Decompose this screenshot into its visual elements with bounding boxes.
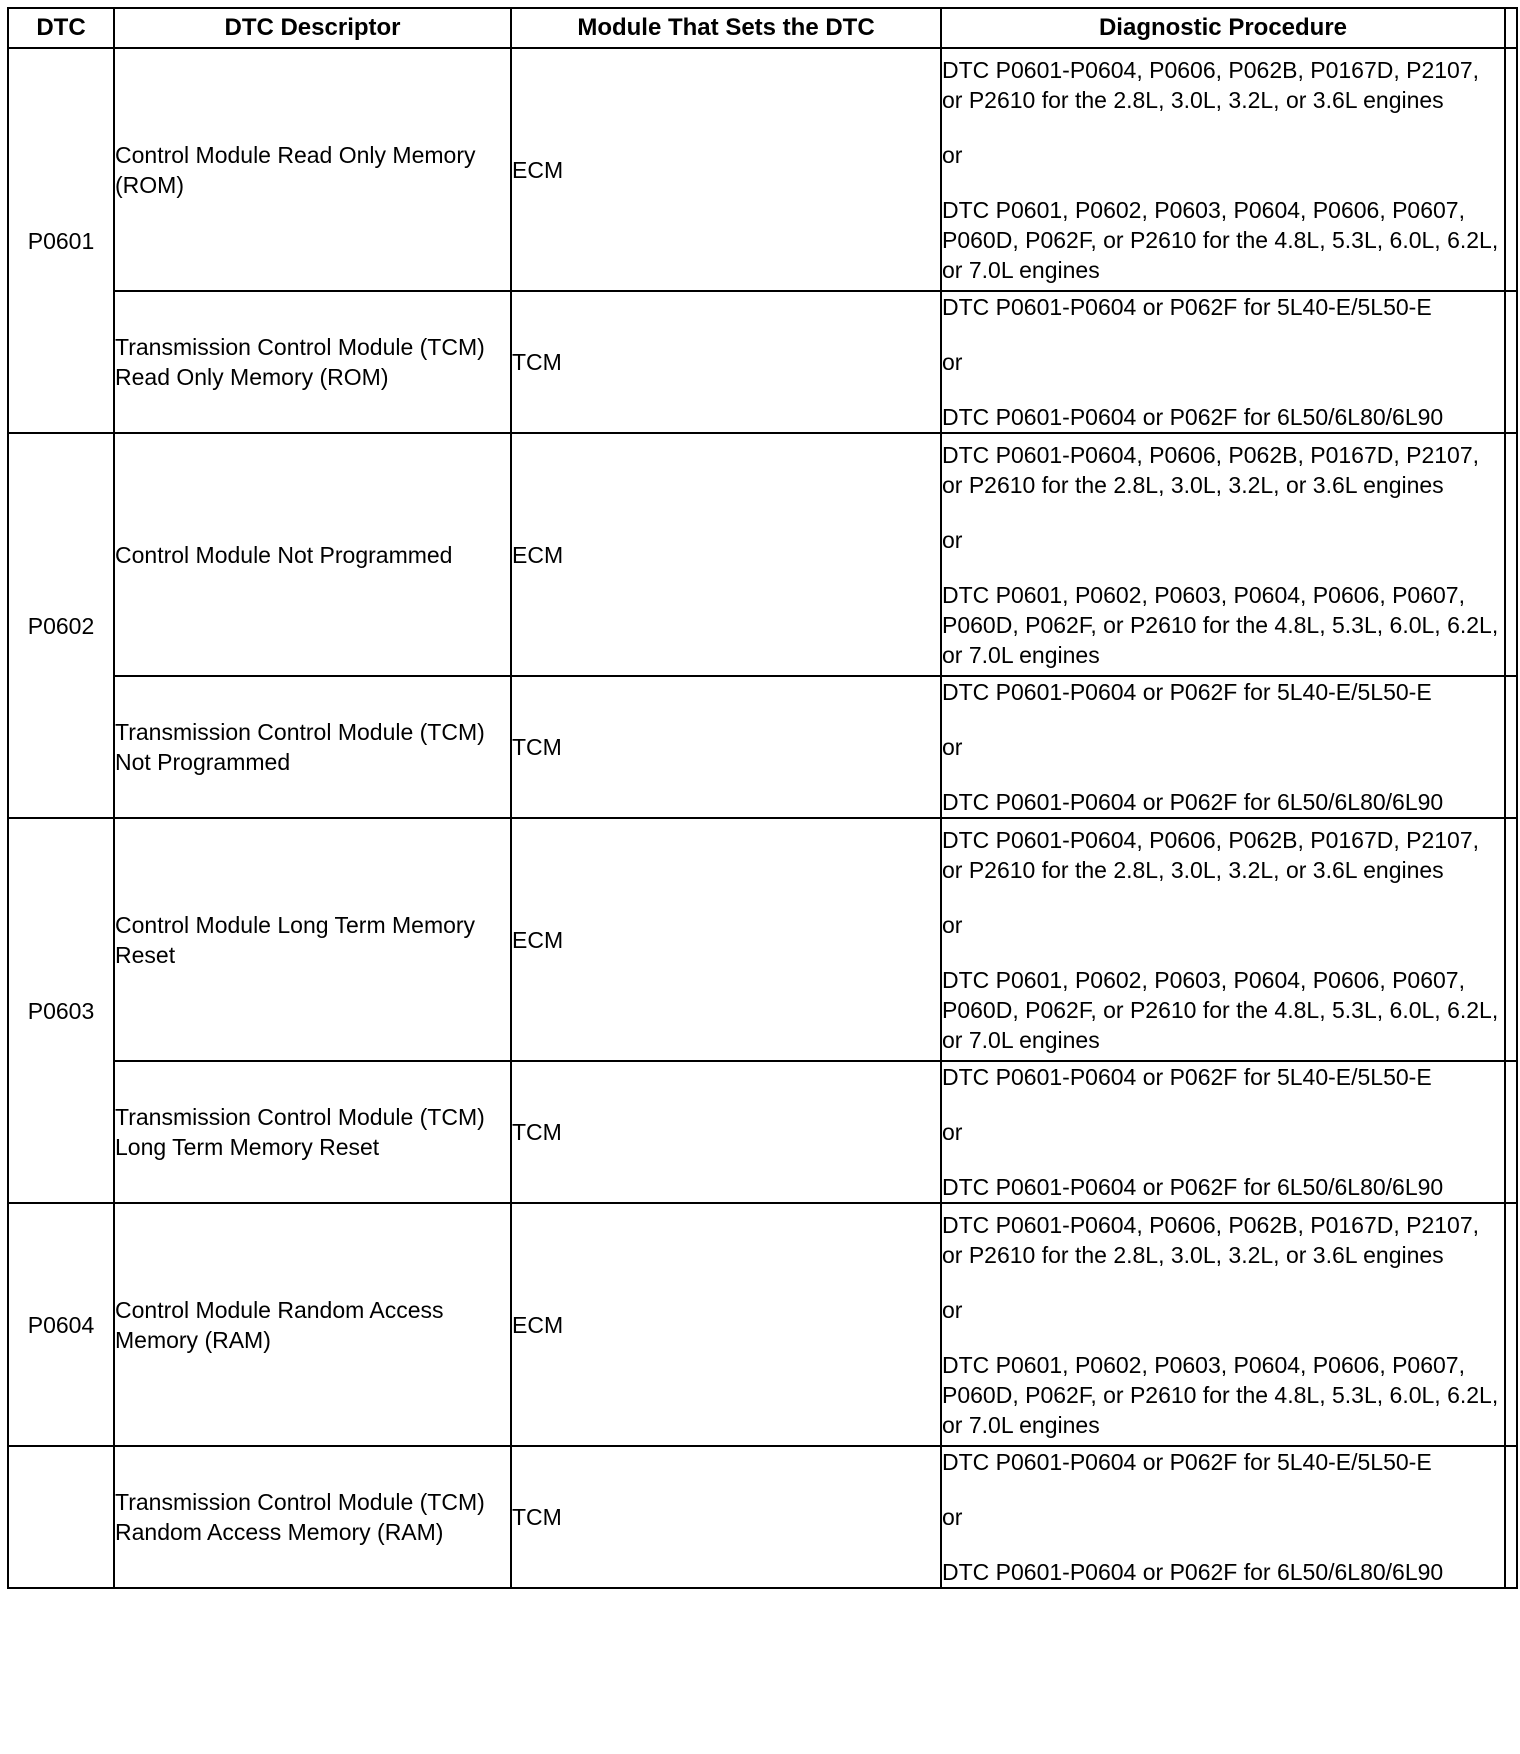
procedure-line: DTC P0601-P0604, P0606, P062B, P0167D, P2107, or P2610 for the 2.8L, 3.0L, 3.2L, or 3.6L engines xyxy=(942,56,1480,113)
procedure-line: DTC P0601-P0604 or P062F for 5L40-E/5L50-E xyxy=(942,1064,1432,1090)
spacer-cell xyxy=(1505,676,1517,818)
descriptor-cell: Control Module Long Term Memory Reset xyxy=(114,818,511,1061)
procedure-cell xyxy=(941,291,1505,433)
table-row xyxy=(8,1203,1517,1446)
procedure-line: DTC P0601-P0604, P0606, P062B, P0167D, P2107, or P2610 for the 2.8L, 3.0L, 3.2L, or 3.6L engines xyxy=(942,441,1480,498)
header-row xyxy=(8,8,1517,48)
module-cell: ECM xyxy=(511,818,941,1061)
procedure-line: or xyxy=(942,911,963,938)
spacer-cell xyxy=(1505,433,1517,676)
procedure-cell xyxy=(941,1203,1505,1446)
dtc-code-cell: P0603 xyxy=(8,818,114,1203)
table-row xyxy=(8,1061,1517,1203)
descriptor-cell: Transmission Control Module (TCM) Long Term Memory Reset xyxy=(114,1061,511,1203)
module-cell: TCM xyxy=(511,676,941,818)
procedure-cell xyxy=(941,676,1505,818)
table-row xyxy=(8,818,1517,1061)
procedure-line: DTC P0601-P0604 or P062F for 6L50/6L80/6L90 xyxy=(942,1174,1444,1200)
procedure-line: or xyxy=(942,526,963,553)
procedure-line: or xyxy=(942,734,963,760)
procedure-cell xyxy=(941,1061,1505,1203)
procedure-line: or xyxy=(942,1296,963,1323)
module-cell: ECM xyxy=(511,48,941,291)
procedure-line: DTC P0601-P0604 or P062F for 5L40-E/5L50-E xyxy=(942,679,1432,705)
spacer-cell xyxy=(1505,1061,1517,1203)
procedure-line: or xyxy=(942,141,963,168)
table-row xyxy=(8,291,1517,433)
table-row xyxy=(8,1446,1517,1588)
dtc-code-cell: P0602 xyxy=(8,433,114,818)
spacer-cell xyxy=(1505,291,1517,433)
header-spacer xyxy=(1505,8,1517,48)
spacer-cell xyxy=(1505,1203,1517,1446)
header-module: Module That Sets the DTC xyxy=(511,8,941,48)
procedure-cell xyxy=(941,48,1505,291)
dtc-code-cell xyxy=(8,1446,114,1588)
dtc-code-cell: P0604 xyxy=(8,1203,114,1446)
procedure-line: DTC P0601-P0604 or P062F for 6L50/6L80/6L90 xyxy=(942,404,1444,430)
procedure-cell xyxy=(941,433,1505,676)
table-row xyxy=(8,48,1517,291)
table-body xyxy=(8,48,1517,1588)
spacer-cell xyxy=(1505,48,1517,291)
procedure-line: DTC P0601, P0602, P0603, P0604, P0606, P0607, P060D, P062F, or P2610 for the 4.8L, 5.3L, 6.0L, 6.2L, or 7.0L engines xyxy=(942,581,1499,668)
procedure-cell xyxy=(941,818,1505,1061)
procedure-line: DTC P0601, P0602, P0603, P0604, P0606, P0607, P060D, P062F, or P2610 for the 4.8L, 5.3L, 6.0L, 6.2L, or 7.0L engines xyxy=(942,1351,1499,1438)
procedure-line: DTC P0601-P0604 or P062F for 6L50/6L80/6L90 xyxy=(942,1559,1444,1585)
descriptor-cell: Transmission Control Module (TCM) Random Access Memory (RAM) xyxy=(114,1446,511,1588)
module-cell: ECM xyxy=(511,1203,941,1446)
module-cell: TCM xyxy=(511,1061,941,1203)
module-cell: ECM xyxy=(511,433,941,676)
procedure-line: DTC P0601-P0604, P0606, P062B, P0167D, P2107, or P2610 for the 2.8L, 3.0L, 3.2L, or 3.6L engines xyxy=(942,826,1480,883)
descriptor-cell: Transmission Control Module (TCM) Not Programmed xyxy=(114,676,511,818)
descriptor-cell: Control Module Read Only Memory (ROM) xyxy=(114,48,511,291)
dtc-table xyxy=(7,7,1518,1589)
descriptor-cell: Transmission Control Module (TCM) Read Only Memory (ROM) xyxy=(114,291,511,433)
table-row xyxy=(8,676,1517,818)
table-row xyxy=(8,433,1517,676)
module-cell: TCM xyxy=(511,291,941,433)
procedure-line: or xyxy=(942,1119,963,1145)
procedure-line: or xyxy=(942,349,963,375)
procedure-cell xyxy=(941,1446,1505,1588)
descriptor-cell: Control Module Random Access Memory (RAM) xyxy=(114,1203,511,1446)
header-dtc: DTC xyxy=(8,8,114,48)
dtc-code-cell: P0601 xyxy=(8,48,114,433)
spacer-cell xyxy=(1505,818,1517,1061)
header-descriptor: DTC Descriptor xyxy=(114,8,511,48)
spacer-cell xyxy=(1505,1446,1517,1588)
descriptor-cell: Control Module Not Programmed xyxy=(114,433,511,676)
procedure-line: DTC P0601-P0604 or P062F for 5L40-E/5L50-E xyxy=(942,1449,1432,1475)
module-cell: TCM xyxy=(511,1446,941,1588)
procedure-line: DTC P0601, P0602, P0603, P0604, P0606, P0607, P060D, P062F, or P2610 for the 4.8L, 5.3L, 6.0L, 6.2L, or 7.0L engines xyxy=(942,966,1499,1053)
header-procedure: Diagnostic Procedure xyxy=(941,8,1505,48)
procedure-line: DTC P0601, P0602, P0603, P0604, P0606, P0607, P060D, P062F, or P2610 for the 4.8L, 5.3L, 6.0L, 6.2L, or 7.0L engines xyxy=(942,196,1499,283)
procedure-line: DTC P0601-P0604 or P062F for 5L40-E/5L50-E xyxy=(942,294,1432,320)
procedure-line: DTC P0601-P0604, P0606, P062B, P0167D, P2107, or P2610 for the 2.8L, 3.0L, 3.2L, or 3.6L engines xyxy=(942,1211,1480,1268)
procedure-line: or xyxy=(942,1504,963,1530)
procedure-line: DTC P0601-P0604 or P062F for 6L50/6L80/6L90 xyxy=(942,789,1444,815)
